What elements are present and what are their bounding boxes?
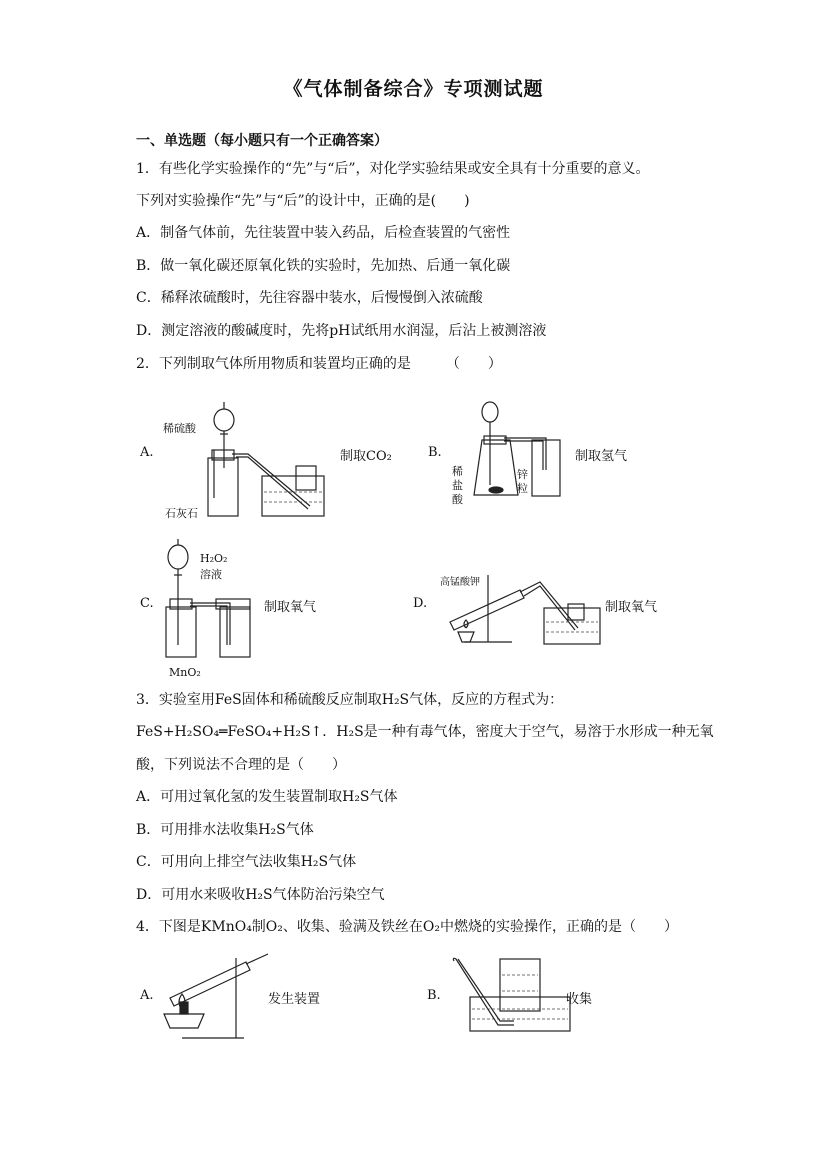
page-title: 《气体制备综合》专项测试题 — [283, 78, 544, 100]
q2-option-c-letter: C. — [140, 596, 154, 611]
q2-a-label-limestone: 石灰石 — [165, 507, 198, 520]
q3-option-d: D．可用水来吸收H₂S气体防治污染空气 — [136, 887, 385, 903]
q2-option-a-text: 制取CO₂ — [340, 449, 392, 464]
q3-option-a: A．可用过氧化氢的发生装置制取H₂S气体 — [136, 789, 398, 805]
q4-option-a-text: 发生装置 — [268, 992, 321, 1007]
q1-option-b: B．做一氧化碳还原氧化铁的实验时，先加热、后通一氧化碳 — [136, 258, 511, 274]
q2-a-apparatus — [200, 398, 330, 520]
q4-option-b-text: 收集 — [566, 992, 593, 1007]
q1-option-a: A．制备气体前，先往装置中装入药品，后检查装置的气密性 — [136, 225, 511, 241]
q2-option-b-letter: B. — [428, 445, 442, 460]
q2-b-label-acid: 稀盐酸 — [452, 465, 463, 506]
q1-stem-line2: 下列对实验操作“先”与“后”的设计中，正确的是( ) — [136, 193, 470, 209]
q3-stem-line3: 酸，下列说法不合理的是（ ） — [136, 757, 346, 773]
q2-b-label-zinc: 锌粒 — [517, 468, 528, 495]
q2-c-label-h2o2: H₂O₂ — [200, 552, 228, 565]
q3-option-b: B．可用排水法收集H₂S气体 — [136, 822, 314, 838]
q2-d-label-kmno4: 高锰酸钾 — [440, 577, 480, 588]
q4-b-apparatus — [450, 955, 570, 1035]
q4-a-apparatus — [158, 948, 268, 1044]
q1-option-c: C．稀释浓硫酸时，先往容器中装水，后慢慢倒入浓硫酸 — [136, 290, 483, 306]
q2-b-apparatus — [470, 400, 580, 500]
q2-option-a-letter: A. — [140, 445, 154, 460]
q3-stem-line2: FeS+H₂SO₄═FeSO₄+H₂S↑．H₂S是一种有毒气体，密度大于空气，易溶于水形成一种无氧 — [136, 724, 714, 740]
q4-option-a-letter: A. — [140, 988, 154, 1003]
q2-c-label-solution: 溶液 — [200, 568, 222, 581]
q2-option-c-text: 制取氧气 — [264, 600, 317, 615]
q1-stem-line1: 1．有些化学实验操作的“先”与“后”，对化学实验结果或安全具有十分重要的意义。 — [136, 161, 650, 177]
q4-option-b-letter: B. — [427, 988, 441, 1003]
q2-option-b-text: 制取氢气 — [575, 449, 628, 464]
q3-option-c: C．可用向上排空气法收集H₂S气体 — [136, 854, 357, 870]
q3-stem-line1: 3．实验室用FeS固体和稀硫酸反应制取H₂S气体，反应的方程式为： — [136, 692, 564, 708]
q2-d-apparatus — [440, 570, 600, 650]
section-heading: 一、单选题（每小题只有一个正确答案） — [136, 133, 388, 149]
q2-c-label-mno2: MnO₂ — [169, 666, 201, 679]
q4-stem: 4．下图是KMnO₄制O₂、收集、验满及铁丝在O₂中燃烧的实验操作，正确的是（ ） — [136, 919, 678, 935]
q1-option-d: D．测定溶液的酸碱度时，先将pH试纸用水润湿，后沾上被测溶液 — [136, 323, 547, 339]
q2-option-d-text: 制取氧气 — [605, 600, 658, 615]
q2-c-apparatus — [160, 535, 260, 665]
q2-stem: 2．下列制取气体所用物质和装置均正确的是 （ ） — [136, 356, 502, 372]
q2-option-d-letter: D. — [413, 596, 428, 611]
q2-a-label-acid: 稀硫酸 — [163, 422, 196, 435]
